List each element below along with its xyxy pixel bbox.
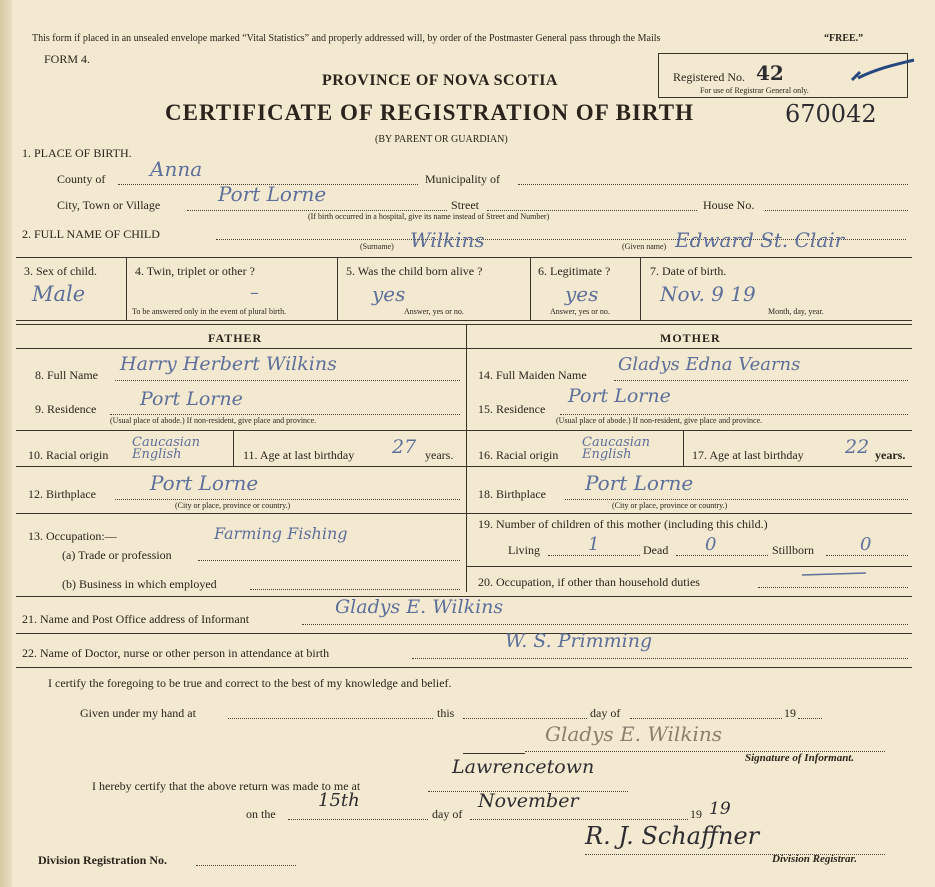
registrar-month: November [478, 790, 579, 812]
mother-residence-label: 15. Residence [478, 402, 546, 416]
mother-birthplace-label: 18. Birthplace [478, 487, 546, 501]
on-the-label: on the [246, 807, 276, 821]
sex-label: 3. Sex of child. [24, 264, 97, 278]
father-age-label: 11. Age at last birthday [243, 448, 355, 462]
father-residence-label: 9. Residence [35, 402, 97, 416]
stillborn-value: 0 [860, 534, 872, 555]
mother-racial: Caucasian English [582, 435, 651, 462]
father-birthplace-note: (City or place, province or country.) [175, 501, 291, 510]
father-name: Harry Herbert Wilkins [120, 353, 337, 375]
surname-label: (Surname) [360, 242, 394, 251]
registrar-place: Lawrencetown [452, 756, 595, 778]
mother-heading: MOTHER [660, 331, 721, 345]
mother-occupation-dash [800, 570, 870, 578]
division-registration-label: Division Registration No. [38, 853, 167, 867]
city-value: Port Lorne [218, 182, 327, 206]
day-of-label-2: day of [432, 807, 463, 821]
trade-label: (a) Trade or profession [62, 548, 172, 562]
form-number: FORM 4. [44, 52, 91, 66]
check-mark [848, 58, 918, 86]
child-surname: Wilkins [410, 228, 485, 252]
postal-notice-free: “FREE.” [824, 33, 864, 44]
province-heading: PROVINCE OF NOVA SCOTIA [322, 72, 558, 89]
mother-residence-note: (Usual place of abode.) If non-resident, give place and province. [556, 416, 763, 425]
county-value: Anna [150, 157, 203, 181]
mother-name: Gladys Edna Vearns [618, 354, 801, 375]
informant-signature: Gladys E. Wilkins [545, 722, 722, 746]
informant-label: 21. Name and Post Office address of Informant [22, 612, 250, 626]
this-label: this [437, 706, 455, 720]
registered-number: 42 [756, 61, 784, 85]
born-alive-label: 5. Was the child born alive ? [346, 264, 483, 278]
father-age-unit: years. [425, 448, 454, 462]
father-birthplace-label: 12. Birthplace [28, 487, 96, 501]
father-occupation-label: 13. Occupation:— [28, 529, 117, 543]
mother-racial-label: 16. Racial origin [478, 448, 559, 462]
mother-occupation-label: 20. Occupation, if other than household duties [478, 575, 700, 589]
registrar-use-note: For use of Registrar General only. [700, 86, 809, 95]
county-label: County of [57, 172, 106, 186]
dead-label: Dead [643, 543, 669, 557]
house-number-label: House No. [703, 198, 755, 212]
registrar-signature-label: Division Registrar. [772, 853, 857, 865]
business-label: (b) Business in which employed [62, 577, 217, 591]
legitimate-note: Answer, yes or no. [550, 307, 610, 316]
father-racial-label: 10. Racial origin [28, 448, 109, 462]
father-heading: FATHER [208, 331, 263, 345]
date-of-birth-label: 7. Date of birth. [650, 264, 727, 278]
paper-edge [0, 0, 12, 887]
certify-statement: I certify the foregoing to be true and correct to the best of my knowledge and belief. [48, 676, 452, 690]
mother-age: 22 [845, 436, 870, 458]
registrar-year: 19 [709, 799, 731, 819]
mother-name-label: 14. Full Maiden Name [478, 368, 587, 382]
sex-value: Male [32, 282, 86, 306]
date-of-birth-note: Month, day, year. [768, 307, 824, 316]
mother-age-label: 17. Age at last birthday [692, 448, 804, 462]
informant-signature-label: Signature of Informant. [745, 752, 855, 764]
day-of-label: day of [590, 706, 621, 720]
mother-residence: Port Lorne [568, 385, 671, 407]
registrar-year-label: 19 [690, 807, 702, 821]
stillborn-label: Stillborn [772, 543, 815, 557]
registrar-signature: R. J. Schaffner [585, 822, 760, 850]
date-of-birth-value: Nov. 9 19 [660, 282, 756, 306]
father-birthplace: Port Lorne [150, 471, 259, 495]
registered-label: Registered No. [673, 70, 745, 84]
registrar-statement: I hereby certify that the above return was made to me at [92, 779, 361, 793]
father-residence: Port Lorne [140, 388, 243, 410]
parents-divider [466, 324, 467, 592]
children-count-label: 19. Number of children of this mother (including this child.) [478, 517, 768, 531]
municipality-label: Municipality of [425, 172, 500, 186]
informant-value: Gladys E. Wilkins [335, 596, 504, 618]
mother-birthplace: Port Lorne [585, 471, 694, 495]
legitimate-value: yes [565, 282, 599, 306]
registrar-day: 15th [318, 790, 360, 811]
doctor-label: 22. Name of Doctor, nurse or other person in attendance at birth [22, 646, 330, 660]
child-given-name: Edward St. Clair [675, 228, 845, 252]
twin-label: 4. Twin, triplet or other ? [135, 264, 255, 278]
city-label: City, Town or Village [57, 198, 161, 212]
dead-value: 0 [705, 534, 717, 555]
given-under-hand-label: Given under my hand at [80, 706, 196, 720]
mother-birthplace-note: (City or place, province or country.) [612, 501, 728, 510]
twin-value: – [250, 282, 259, 303]
row3-top-rule [16, 257, 912, 258]
father-residence-note: (Usual place of abode.) If non-resident, give place and province. [110, 416, 317, 425]
living-label: Living [508, 543, 540, 557]
year-label: 19 [784, 706, 796, 720]
child-name-label: 2. FULL NAME OF CHILD [22, 227, 160, 241]
father-age: 27 [392, 436, 417, 458]
legitimate-label: 6. Legitimate ? [538, 264, 611, 278]
row3-bottom-rule [16, 320, 912, 321]
place-of-birth-label: 1. PLACE OF BIRTH. [22, 146, 132, 160]
doctor-value: W. S. Primming [505, 630, 653, 652]
living-value: 1 [588, 534, 600, 555]
certificate-number: 670042 [785, 100, 877, 128]
born-alive-value: yes [372, 282, 406, 306]
twin-note: To be answered only in the event of plural birth. [132, 307, 287, 316]
father-racial: Caucasian English [132, 435, 201, 462]
given-name-label: (Given name) [622, 242, 667, 251]
trade-value: Farming Fishing [214, 524, 348, 543]
mother-age-unit: years. [875, 448, 906, 462]
born-alive-note: Answer, yes or no. [404, 307, 464, 316]
hospital-note: (If birth occurred in a hospital, give its name instead of Street and Number) [308, 212, 550, 221]
certificate-title: CERTIFICATE OF REGISTRATION OF BIRTH [165, 100, 694, 125]
street-label: Street [451, 198, 479, 212]
postal-notice: This form if placed in an unsealed envelope marked “Vital Statistics” and properly addressed will, by order of the Postmaster General pass through the Mails [32, 33, 661, 44]
certificate-subtitle: (BY PARENT OR GUARDIAN) [375, 134, 508, 145]
father-name-label: 8. Full Name [35, 368, 98, 382]
